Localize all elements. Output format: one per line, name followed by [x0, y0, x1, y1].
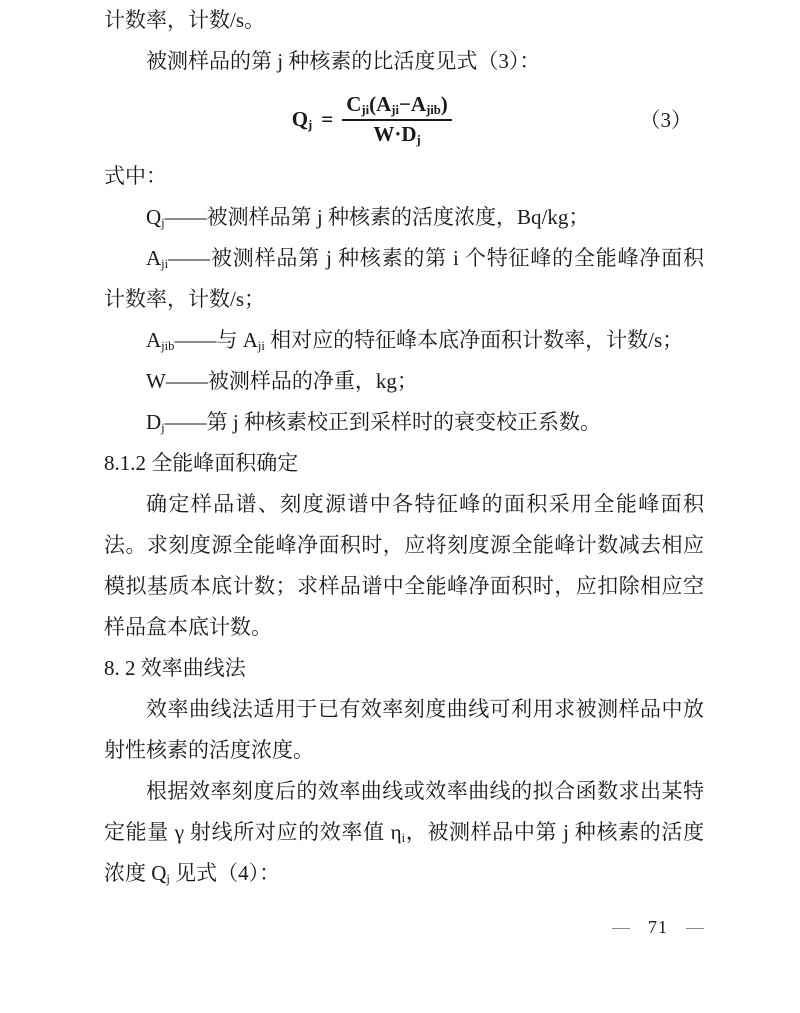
document-body — [104, 0, 704, 894]
fraction-denominator: $W\cdot D_j$ — [373, 121, 421, 147]
definition-qj: $Q_j——$被测样品第 j 种核素的活度浓度，Bq/kg； — [146, 205, 590, 230]
page-number: 71 — [648, 917, 668, 937]
equation-number: （3） — [639, 108, 692, 132]
equation-3-expression — [104, 92, 640, 147]
heading-8-1-2: 8.1.2 全能峰面积确定 — [104, 451, 299, 475]
paragraph-formula-intro: 被测样品的第 j 种核素的比活度见式（3）： — [146, 49, 541, 73]
definition-w: W——被测样品的净重，kg； — [146, 369, 418, 393]
equation-lhs: $Q_j$ — [291, 106, 313, 132]
paragraph-counting-rate-tail: 计数率，计数/s。 — [104, 8, 266, 32]
where-label: 式中： — [104, 164, 167, 188]
equation-3-row — [104, 82, 704, 156]
footer-dash-left: — — [612, 917, 630, 937]
fraction — [342, 92, 452, 147]
definition-dj: $D_j——$第 j 种核素校正到采样时的衰变校正系数。 — [146, 410, 602, 435]
paragraph-8-1-2-body: 确定样品谱、刻度源谱中各特征峰的面积采用全能峰面积法。求刻度源全能峰净面积时，应将刻度源全能峰计数减去相应模拟基质本底计数；求样品谱中全能峰净面积时，应扣除相应空样品盒本底计数。 — [104, 492, 704, 639]
footer-dash-right: — — [686, 917, 704, 937]
equals-sign: = — [321, 106, 334, 131]
heading-8-2: 8. 2 效率曲线法 — [104, 656, 246, 680]
paragraph-8-2-intro: 效率曲线法适用于已有效率刻度曲线可利用求被测样品中放射性核素的活度浓度。 — [104, 697, 704, 762]
definition-aji: $A_{ji}——$被测样品第 j 种核素的第 i 个特征峰的全能峰净面积计数率，计数/s； — [104, 246, 704, 311]
page-footer — [612, 917, 704, 938]
fraction-numerator: $C_{ji}(A_{ji}-A_{jib})$ — [342, 92, 452, 121]
definition-ajib: $A_{jib}——$与 $A_{ji}$ 相对应的特征峰本底净面积计数率，计数/s； — [146, 328, 684, 353]
paragraph-8-2-detail: 根据效率刻度后的效率曲线或效率曲线的拟合函数求出某特定能量 γ 射线所对应的效率值 $\eta_i$，被测样品中第 j 种核素的活度浓度 $Q_j$ 见式（4）： — [104, 779, 704, 886]
